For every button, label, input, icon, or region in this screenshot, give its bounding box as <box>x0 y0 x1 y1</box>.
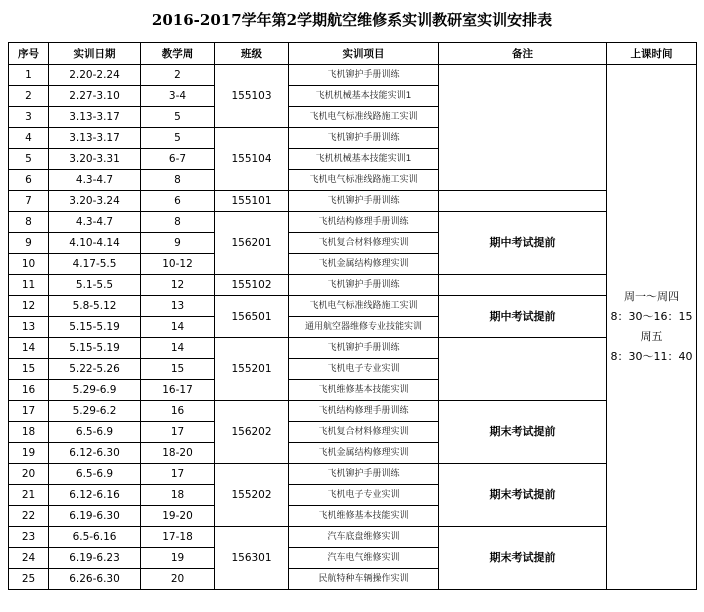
week-cell: 16-17 <box>141 380 215 401</box>
seq-cell: 22 <box>9 506 49 527</box>
project-cell: 飞机电子专业实训 <box>289 359 439 380</box>
seq-cell: 20 <box>9 464 49 485</box>
class-cell: 155103 <box>215 65 289 128</box>
week-cell: 17 <box>141 422 215 443</box>
project-cell: 飞机铆护手册训练 <box>289 464 439 485</box>
week-cell: 6-7 <box>141 149 215 170</box>
project-cell: 通用航空器维修专业技能实训 <box>289 317 439 338</box>
class-cell: 155201 <box>215 338 289 401</box>
week-cell: 5 <box>141 128 215 149</box>
note-cell <box>439 275 607 296</box>
schedule-table <box>8 42 697 590</box>
date-cell: 6.5-6.16 <box>49 527 141 548</box>
date-cell: 5.1-5.5 <box>49 275 141 296</box>
project-cell: 飞机金属结构修理实训 <box>289 254 439 275</box>
project-cell: 民航特种车辆操作实训 <box>289 569 439 590</box>
project-cell: 飞机机械基本技能实训1 <box>289 149 439 170</box>
project-cell: 飞机铆护手册训练 <box>289 128 439 149</box>
class-cell: 156501 <box>215 296 289 338</box>
table-row <box>9 338 697 359</box>
table-row <box>9 464 697 485</box>
week-cell: 14 <box>141 338 215 359</box>
date-cell: 5.29-6.9 <box>49 380 141 401</box>
seq-cell: 25 <box>9 569 49 590</box>
class-cell: 155104 <box>215 128 289 191</box>
week-cell: 13 <box>141 296 215 317</box>
header-date: 实训日期 <box>49 43 141 65</box>
date-cell: 3.13-3.17 <box>49 107 141 128</box>
project-cell: 飞机电气标准线路施工实训 <box>289 296 439 317</box>
header-seq: 序号 <box>9 43 49 65</box>
class-cell: 156201 <box>215 212 289 275</box>
date-cell: 6.19-6.23 <box>49 548 141 569</box>
week-cell: 5 <box>141 107 215 128</box>
table-row <box>9 65 697 86</box>
date-cell: 3.20-3.31 <box>49 149 141 170</box>
date-cell: 5.15-5.19 <box>49 338 141 359</box>
week-cell: 18 <box>141 485 215 506</box>
table-row <box>9 527 697 548</box>
time-line: 8：30～16：15 <box>610 310 693 323</box>
week-cell: 2 <box>141 65 215 86</box>
seq-cell: 2 <box>9 86 49 107</box>
project-cell: 飞机机械基本技能实训1 <box>289 86 439 107</box>
note-cell: 期末考试提前 <box>439 527 607 590</box>
header-time: 上课时间 <box>607 43 697 65</box>
date-cell: 2.20-2.24 <box>49 65 141 86</box>
seq-cell: 18 <box>9 422 49 443</box>
date-cell: 6.5-6.9 <box>49 422 141 443</box>
class-cell: 156202 <box>215 401 289 464</box>
date-cell: 4.3-4.7 <box>49 212 141 233</box>
note-cell <box>439 338 607 401</box>
note-cell <box>439 191 607 212</box>
project-cell: 汽车底盘维修实训 <box>289 527 439 548</box>
project-cell: 汽车电气维修实训 <box>289 548 439 569</box>
class-cell: 155101 <box>215 191 289 212</box>
table-row <box>9 191 697 212</box>
seq-cell: 7 <box>9 191 49 212</box>
seq-cell: 6 <box>9 170 49 191</box>
seq-cell: 13 <box>9 317 49 338</box>
date-cell: 6.26-6.30 <box>49 569 141 590</box>
week-cell: 18-20 <box>141 443 215 464</box>
note-cell: 期末考试提前 <box>439 464 607 527</box>
time-line: 周五 <box>640 330 663 343</box>
seq-cell: 24 <box>9 548 49 569</box>
date-cell: 5.29-6.2 <box>49 401 141 422</box>
week-cell: 15 <box>141 359 215 380</box>
seq-cell: 14 <box>9 338 49 359</box>
project-cell: 飞机维修基本技能实训 <box>289 380 439 401</box>
date-cell: 4.3-4.7 <box>49 170 141 191</box>
project-cell: 飞机铆护手册训练 <box>289 65 439 86</box>
note-cell: 期中考试提前 <box>439 296 607 338</box>
class-cell: 155102 <box>215 275 289 296</box>
project-cell: 飞机铆护手册训练 <box>289 338 439 359</box>
header-row <box>9 43 697 65</box>
week-cell: 10-12 <box>141 254 215 275</box>
week-cell: 8 <box>141 212 215 233</box>
week-cell: 19 <box>141 548 215 569</box>
project-cell: 飞机复合材料修理实训 <box>289 422 439 443</box>
date-cell: 6.19-6.30 <box>49 506 141 527</box>
schedule-body <box>9 65 697 590</box>
seq-cell: 5 <box>9 149 49 170</box>
seq-cell: 21 <box>9 485 49 506</box>
header-note: 备注 <box>439 43 607 65</box>
project-cell: 飞机电子专业实训 <box>289 485 439 506</box>
project-cell: 飞机铆护手册训练 <box>289 275 439 296</box>
seq-cell: 15 <box>9 359 49 380</box>
seq-cell: 3 <box>9 107 49 128</box>
seq-cell: 19 <box>9 443 49 464</box>
seq-cell: 23 <box>9 527 49 548</box>
date-cell: 5.8-5.12 <box>49 296 141 317</box>
week-cell: 19-20 <box>141 506 215 527</box>
class-time-cell <box>607 65 697 590</box>
header-week: 教学周 <box>141 43 215 65</box>
week-cell: 20 <box>141 569 215 590</box>
class-cell: 155202 <box>215 464 289 527</box>
week-cell: 9 <box>141 233 215 254</box>
table-row <box>9 275 697 296</box>
date-cell: 2.27-3.10 <box>49 86 141 107</box>
project-cell: 飞机结构修理手册训练 <box>289 401 439 422</box>
date-cell: 3.13-3.17 <box>49 128 141 149</box>
seq-cell: 9 <box>9 233 49 254</box>
seq-cell: 8 <box>9 212 49 233</box>
seq-cell: 4 <box>9 128 49 149</box>
seq-cell: 1 <box>9 65 49 86</box>
project-cell: 飞机维修基本技能实训 <box>289 506 439 527</box>
date-cell: 5.15-5.19 <box>49 317 141 338</box>
date-cell: 6.5-6.9 <box>49 464 141 485</box>
page-title: 2016-2017学年第2学期航空维修系实训教研室实训安排表 <box>151 11 553 29</box>
week-cell: 16 <box>141 401 215 422</box>
table-row <box>9 296 697 317</box>
date-cell: 6.12-6.16 <box>49 485 141 506</box>
seq-cell: 16 <box>9 380 49 401</box>
date-cell: 4.10-4.14 <box>49 233 141 254</box>
time-line: 周一～周四 <box>624 290 679 303</box>
header-class: 班级 <box>215 43 289 65</box>
table-row <box>9 212 697 233</box>
class-cell: 156301 <box>215 527 289 590</box>
date-cell: 4.17-5.5 <box>49 254 141 275</box>
seq-cell: 12 <box>9 296 49 317</box>
note-cell <box>439 65 607 191</box>
project-cell: 飞机复合材料修理实训 <box>289 233 439 254</box>
week-cell: 3-4 <box>141 86 215 107</box>
time-line: 8：30～11：40 <box>610 350 693 363</box>
week-cell: 8 <box>141 170 215 191</box>
seq-cell: 11 <box>9 275 49 296</box>
seq-cell: 10 <box>9 254 49 275</box>
date-cell: 5.22-5.26 <box>49 359 141 380</box>
week-cell: 17-18 <box>141 527 215 548</box>
date-cell: 3.20-3.24 <box>49 191 141 212</box>
project-cell: 飞机电气标准线路施工实训 <box>289 170 439 191</box>
note-cell: 期中考试提前 <box>439 212 607 275</box>
seq-cell: 17 <box>9 401 49 422</box>
date-cell: 6.12-6.30 <box>49 443 141 464</box>
week-cell: 17 <box>141 464 215 485</box>
week-cell: 14 <box>141 317 215 338</box>
project-cell: 飞机电气标准线路施工实训 <box>289 107 439 128</box>
project-cell: 飞机金属结构修理实训 <box>289 443 439 464</box>
note-cell: 期末考试提前 <box>439 401 607 464</box>
week-cell: 6 <box>141 191 215 212</box>
project-cell: 飞机铆护手册训练 <box>289 191 439 212</box>
header-project: 实训项目 <box>289 43 439 65</box>
table-row <box>9 401 697 422</box>
week-cell: 12 <box>141 275 215 296</box>
project-cell: 飞机结构修理手册训练 <box>289 212 439 233</box>
